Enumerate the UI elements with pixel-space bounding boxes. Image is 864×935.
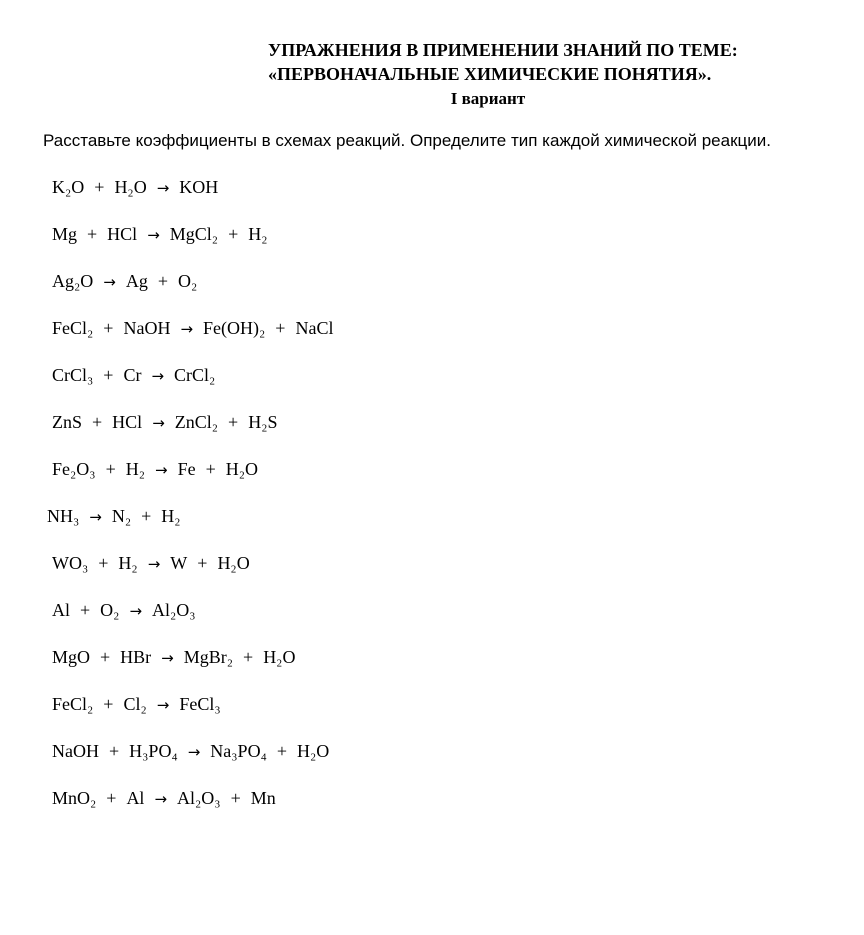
chemical-formula: HBr: [120, 647, 152, 667]
chemical-formula: Fe₂O₃: [52, 459, 96, 479]
chemical-formula: KOH: [179, 177, 219, 197]
task-instruction: Расставьте коэффициенты в схемах реакций. Определите тип каждой химической реакции.: [43, 131, 771, 150]
plus-sign: +: [106, 788, 117, 808]
variant-label: I вариант: [450, 89, 526, 108]
reaction-arrow: →: [161, 649, 174, 667]
chemical-formula: Al₂O₃: [177, 788, 221, 808]
plus-sign: +: [141, 506, 152, 526]
chemical-formula: NaOH: [123, 318, 171, 338]
reaction-equation: [52, 364, 812, 411]
reaction-equation: [52, 787, 812, 834]
chemical-formula: H₂: [248, 224, 268, 244]
chemical-formula: Fe(OH)₂: [203, 318, 266, 338]
plus-sign: +: [87, 224, 98, 244]
chemical-formula: O₂: [178, 271, 198, 291]
chemical-formula: MnO₂: [52, 788, 97, 808]
chemical-formula: H₂O: [263, 647, 296, 667]
reaction-arrow: →: [147, 226, 160, 244]
chemical-formula: Cr: [123, 365, 142, 385]
plus-sign: +: [228, 224, 239, 244]
chemical-formula: MgCl₂: [169, 224, 219, 244]
reaction-equation: [52, 693, 812, 740]
chemical-formula: NaOH: [52, 741, 99, 761]
reaction-equation: [47, 505, 812, 552]
plus-sign: +: [103, 365, 114, 385]
chemical-formula: O₂: [100, 600, 120, 620]
reaction-equation: [52, 411, 812, 458]
reaction-equation: [52, 646, 812, 693]
chemical-formula: H₂: [118, 553, 138, 573]
chemical-formula: CrCl₂: [174, 365, 216, 385]
plus-sign: +: [92, 412, 103, 432]
plus-sign: +: [157, 271, 169, 291]
plus-sign: +: [275, 318, 286, 338]
plus-sign: +: [228, 412, 239, 432]
plus-sign: +: [197, 553, 208, 573]
chemical-formula: ZnCl₂: [174, 412, 219, 432]
reaction-equation: [52, 599, 812, 646]
plus-sign: +: [103, 694, 114, 714]
chemical-formula: WO₃: [52, 553, 89, 573]
chemical-formula: Mn: [250, 788, 276, 808]
chemical-formula: H₂O: [225, 459, 259, 479]
reaction-equation: [52, 176, 812, 223]
reaction-arrow: →: [129, 602, 143, 620]
chemical-formula: MgO: [52, 647, 91, 667]
reaction-arrow: →: [187, 743, 201, 761]
reaction-arrow: →: [147, 555, 161, 573]
plus-sign: +: [205, 459, 216, 479]
chemical-formula: W: [170, 553, 188, 573]
reaction-list: [47, 176, 812, 834]
chemical-formula: Ag: [125, 271, 148, 291]
chemical-formula: HCl: [112, 412, 143, 432]
chemical-formula: Mg: [52, 224, 78, 244]
chemical-formula: MgBr₂: [183, 647, 234, 667]
chemical-formula: NaCl: [295, 318, 334, 338]
chemical-formula: N₂: [111, 506, 132, 526]
reaction-arrow: →: [103, 273, 116, 291]
plus-sign: +: [94, 177, 105, 197]
reaction-equation: [52, 458, 812, 505]
chemical-formula: ZnS: [52, 412, 83, 432]
reaction-arrow: →: [156, 696, 170, 714]
reaction-arrow: →: [155, 461, 168, 479]
plus-sign: +: [100, 647, 111, 667]
plus-sign: +: [276, 741, 288, 761]
reaction-arrow: →: [152, 414, 165, 432]
chemical-formula: H₂O: [297, 741, 330, 761]
plus-sign: +: [105, 459, 116, 479]
reaction-arrow: →: [89, 508, 102, 526]
plus-sign: +: [80, 600, 91, 620]
chemical-formula: Cl₂: [123, 694, 147, 714]
chemical-formula: H₃PO₄: [129, 741, 178, 761]
reaction-equation: [52, 740, 812, 787]
chemical-formula: Fe: [177, 459, 196, 479]
chemical-formula: FeCl₂: [52, 318, 94, 338]
chemical-formula: Al₂O₃: [152, 600, 196, 620]
header-title-line-1: УПРАЖНЕНИЯ В ПРИМЕНЕНИИ ЗНАНИЙ ПО ТЕМЕ:: [268, 40, 738, 60]
chemical-formula: H₂S: [248, 412, 278, 432]
chemical-formula: H₂O: [217, 553, 250, 573]
reaction-equation: [52, 270, 812, 317]
chemical-formula: FeCl₃: [179, 694, 221, 714]
chemical-formula: H₂: [161, 506, 181, 526]
plus-sign: +: [98, 553, 109, 573]
chemical-formula: NH₃: [47, 506, 80, 526]
chemical-formula: K₂O: [52, 177, 85, 197]
plus-sign: +: [243, 647, 254, 667]
reaction-equation: [52, 223, 812, 270]
reaction-equation: [52, 552, 812, 599]
chemical-formula: Na₃PO₄: [210, 741, 267, 761]
chemical-formula: Ag₂O: [52, 271, 94, 291]
header-title-line-2: «ПЕРВОНАЧАЛЬНЫЕ ХИМИЧЕСКИЕ ПОНЯТИЯ».: [268, 64, 712, 84]
chemical-formula: H₂O: [114, 177, 147, 197]
reaction-arrow: →: [154, 790, 168, 808]
plus-sign: +: [230, 788, 241, 808]
chemical-formula: Al: [126, 788, 145, 808]
chemical-formula: HCl: [107, 224, 138, 244]
reaction-arrow: →: [151, 367, 165, 385]
worksheet-header: [268, 38, 738, 110]
reaction-equation: [52, 317, 812, 364]
plus-sign: +: [103, 318, 114, 338]
chemical-formula: H₂: [125, 459, 145, 479]
plus-sign: +: [109, 741, 120, 761]
chemical-formula: CrCl₃: [52, 365, 94, 385]
reaction-arrow: →: [180, 320, 194, 338]
chemical-formula: Al: [52, 600, 70, 620]
reaction-arrow: →: [156, 179, 170, 197]
chemical-formula: FeCl₂: [52, 694, 94, 714]
